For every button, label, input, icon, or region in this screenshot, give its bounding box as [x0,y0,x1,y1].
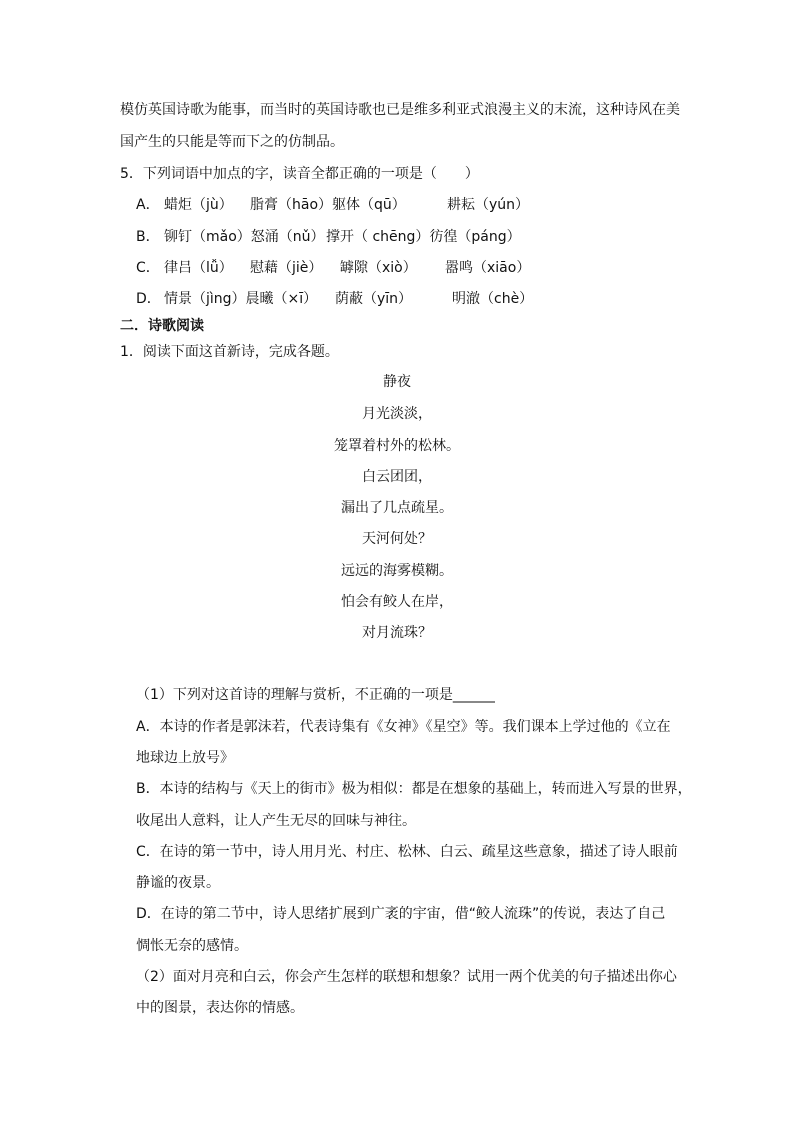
subquestion-1: （1）下列对这首诗的理解与赏析，不正确的一项是______ [136,687,495,703]
poem-line: 漏出了几点疏星。 [341,500,453,516]
option-word: 慰藉（jiè） [250,260,323,276]
choice-c-line: 静谧的夜景。 [136,875,220,891]
paragraph-line: 国产生的只能是等而下之的仿制品。 [120,134,344,150]
option-word: 律吕（lǚ） [164,260,233,276]
choice-a-line: 地球边上放号》 [136,750,234,766]
choice-c-line: C．在诗的第一节中，诗人用月光、村庄、松林、白云、疏星这些意象，描述了诗人眼前 [136,844,678,860]
choice-b-line: B．本诗的结构与《天上的街市》极为相似：都是在想象的基础上，转而进入写景的世界， [136,781,692,797]
paragraph-line: 模仿英国诗歌为能事，而当时的英国诗歌也已是维多利亚式浪漫主义的末流，这种诗风在美 [120,102,680,118]
option-word: 铆钉（mǎo）怒涌（nǔ） [164,229,325,245]
option-word: 明澈（chè） [452,291,534,307]
option-word: 荫蔽（yīn） [335,291,413,307]
poem-line: 天河何处？ [362,531,432,547]
choice-a-line: A．本诗的作者是郭沫若，代表诗集有《女神》《星空》等。我们课本上学过他的《立在 [136,719,671,735]
subquestion-2-line: （2）面对月亮和白云，你会产生怎样的联想和想象？试用一两个优美的句子描述出你心 [136,969,677,985]
poem-title: 静夜 [383,374,411,390]
option-label: A． [136,197,160,213]
poem-line: 怕会有鲛人在岸， [341,594,453,610]
section-heading: 二．诗歌阅读 [120,318,204,334]
option-label: B． [136,229,160,245]
choice-d-line: 惆怅无奈的感情。 [136,938,248,954]
choice-b-line: 收尾出人意料，让人产生无尽的回味与神往。 [136,813,416,829]
poem-line: 月光淡淡， [362,406,432,422]
option-word: 撑开（ chēng）彷徨（páng） [326,229,521,245]
option-word: 情景（jìng）晨曦（×ī） [164,291,318,307]
choice-d-line: D．在诗的第二节中，诗人思绪扩展到广袤的宇宙，借“鲛人流珠”的传说，表达了自己 [136,906,666,922]
option-label: C． [136,260,160,276]
poem-line: 笼罩着村外的松林。 [334,438,460,454]
option-label: D． [136,291,161,307]
subquestion-2-line: 中的图景，表达你的情感。 [136,1000,304,1016]
poem-line: 对月流珠？ [362,625,432,641]
section-intro: 1．阅读下面这首新诗，完成各题。 [120,344,339,360]
poem-line: 白云团团， [362,469,432,485]
option-word: 脂膏（hāo）躯体（qū） [250,197,406,213]
option-word: 罅隙（xiò） [340,260,417,276]
question-5: 5．下列词语中加点的字，读音全都正确的一项是（ ） [120,166,479,182]
option-word: 嚣鸣（xiāo） [445,260,531,276]
poem-line: 远远的海雾模糊。 [341,563,453,579]
option-word: 耕耘（yún） [447,197,530,213]
option-word: 蜡炬（jù） [164,197,233,213]
